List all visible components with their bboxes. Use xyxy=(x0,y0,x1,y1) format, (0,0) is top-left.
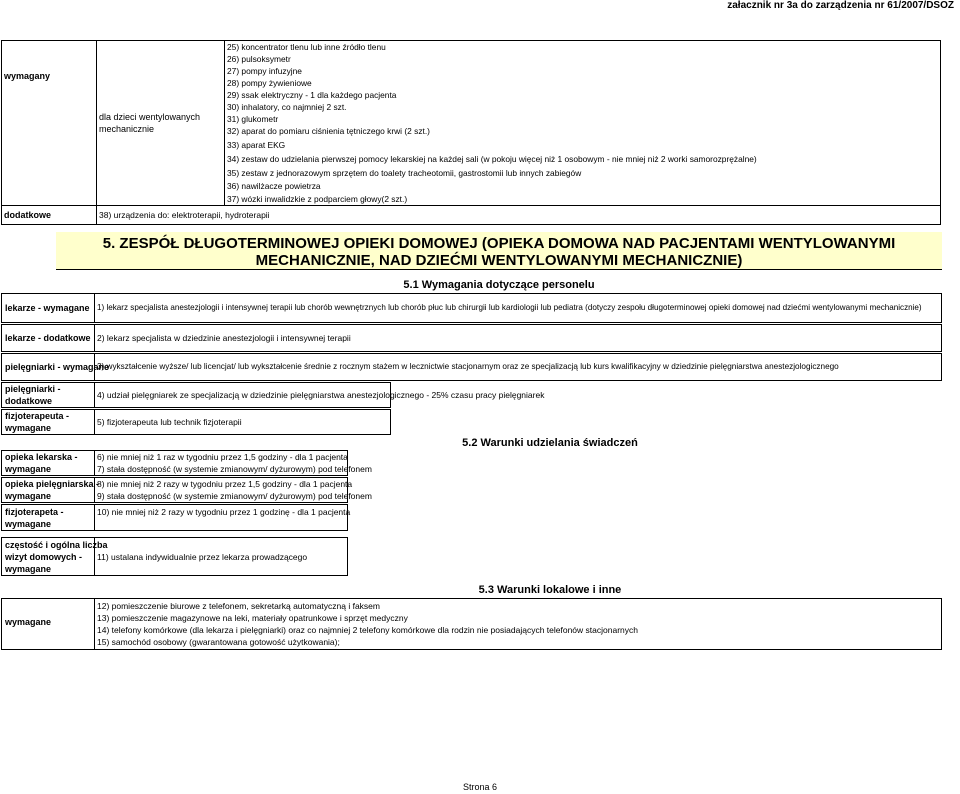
row-label-wymagany: wymagany xyxy=(2,41,97,206)
list-item: 35) zestaw z jednorazowym sprzętem do toalety tracheotomii, gastrostomii lub innych zabiegów xyxy=(227,168,582,178)
list-item: 37) wózki inwalidzkie z podparciem głowy(2 szt.) xyxy=(227,194,408,204)
row-label: wymagane xyxy=(5,491,52,501)
row-text: 10) nie mniej niż 2 razy w tygodniu przez 1 godzinę - dla 1 pacjenta xyxy=(97,507,351,517)
row-text: 5) fizjoterapeuta lub technik fizjoterapii xyxy=(97,417,242,427)
row-label: fizjoterapeuta - xyxy=(5,411,70,421)
equipment-table xyxy=(1,40,941,225)
table-row xyxy=(2,206,941,225)
list-item: 27) pompy infuzyjne xyxy=(227,66,302,76)
list-item: 14) telefony komórkowe (dla lekarza i pielęgniarki) oraz co najmniej 2 telefony komórkowe dla rodzin nie posiadających telefonów stacjonarnych xyxy=(97,625,638,635)
row-text: 4) udział pielęgniarek ze specjalizacją w dziedzinie pielęgniarstwa anestezjologicznego - 25% czasu pracy pielęgniarek xyxy=(97,390,545,400)
row-text: 38) urządzenia do: elektroterapii, hydroterapii xyxy=(97,206,941,225)
row-label: lekarze - dodatkowe xyxy=(5,333,91,343)
list-item: 26) pulsoksymetr xyxy=(227,54,291,64)
row-label: dodatkowe xyxy=(5,396,53,406)
row-text: 11) ustalana indywidualnie przez lekarza prowadzącego xyxy=(97,552,308,562)
row-text: 1) lekarz specjalista anestezjologii i intensywnej terapii lub chorób wewnętrznych lub chorób płuc lub chirurgii lub kardiologii lub pediatra (dotyczy zespołu długoterminowej opieki domowej nad dziećmi wentylowanymi mechanicznie) xyxy=(97,303,922,312)
divider xyxy=(94,504,95,531)
row-label: opieka pielęgniarska - xyxy=(5,479,100,489)
page-header: załacznik nr 3a do zarządzenia nr 61/2007/DSOZ xyxy=(727,0,954,11)
row-label: fizjoterapeta - xyxy=(5,507,64,517)
list-item: 31) glukometr xyxy=(227,114,279,124)
section-title-band xyxy=(56,232,942,270)
row-label: wymagane xyxy=(5,519,52,529)
row-text: 9) stała dostępność (w systemie zmianowym/ dyżurowym) pod telefonem xyxy=(97,491,372,501)
subsection-title: 5.1 Wymagania dotyczące personelu xyxy=(403,279,595,291)
equipment-list xyxy=(225,41,941,206)
row-label: wymagane xyxy=(5,423,52,433)
list-item: 12) pomieszczenie biurowe z telefonem, sekretarką automatyczną i faksem xyxy=(97,601,380,611)
row-label: pielęgniarki - wymagane xyxy=(5,362,110,372)
list-item: 33) aparat EKG xyxy=(227,140,286,150)
divider xyxy=(94,324,95,352)
divider xyxy=(94,598,95,650)
row-label: opieka lekarska - xyxy=(5,452,78,462)
divider xyxy=(94,293,95,323)
subsection-title: 5.2 Warunki udzielania świadczeń xyxy=(462,437,638,449)
row-text: 6) nie mniej niż 1 raz w tygodniu przez 1,5 godziny - dla 1 pacjenta xyxy=(97,452,348,462)
row-label: lekarze - wymagane xyxy=(5,303,90,313)
list-item: 25) koncentrator tlenu lub inne źródło tlenu xyxy=(227,42,386,52)
row-text: 2) lekarz specjalista w dziedzinie anestezjologii i intensywnej terapii xyxy=(97,333,351,343)
section-title: 5. ZESPÓŁ DŁUGOTERMINOWEJ OPIEKI DOMOWEJ (OPIEKA DOMOWA NAD PACJENTAMI WENTYLOWANYMI MECHANICZNIE, NAD DZIEĆMI WENTYLOWANYMI MECHANICZNIE) xyxy=(102,235,896,269)
row-label: wymagane xyxy=(5,564,52,574)
row-label-dodatkowe: dodatkowe xyxy=(2,206,97,225)
row-label: wymagane xyxy=(5,617,52,627)
list-item: 15) samochód osobowy (gwarantowana gotowość użytkowania); xyxy=(97,637,340,647)
row-text: 8) nie mniej niż 2 razy w tygodniu przez 1,5 godziny - dla 1 pacjenta xyxy=(97,479,353,489)
list-item: 36) nawilżacze powietrza xyxy=(227,181,321,191)
divider xyxy=(94,382,95,408)
list-item: 32) aparat do pomiaru ciśnienia tętniczego krwi (2 szt.) xyxy=(227,126,430,136)
table-row xyxy=(2,41,941,206)
group-label: dla dzieci wentylowanych mechanicznie xyxy=(97,41,225,206)
list-item: 34) zestaw do udzielania pierwszej pomocy lekarskiej na każdej sali (w pokoju więcej niż 1 osobowym - nie mniej niż 2 worki samorozprężalne) xyxy=(227,154,757,164)
divider xyxy=(94,409,95,435)
list-item: 28) pompy żywieniowe xyxy=(227,78,312,88)
divider xyxy=(94,450,95,476)
row-label: częstość i ogólna liczba xyxy=(5,540,108,550)
page-number: Strona 6 xyxy=(462,782,498,792)
row-label: wizyt domowych - xyxy=(5,552,83,562)
row-label: wymagane xyxy=(5,464,52,474)
list-item: 13) pomieszczenie magazynowe na leki, materiały opatrunkowe i sprzęt medyczny xyxy=(97,613,408,623)
list-item: 30) inhalatory, co najmniej 2 szt. xyxy=(227,102,347,112)
row-label: pielęgniarki - xyxy=(5,384,61,394)
row-text: 3) wykształcenie wyższe/ lub licencjat/ lub wykształcenie średnie z rocznym stażem w lecznictwie stacjonarnym oraz ze specjalizacją lub kurs kwalifikacyjny w dziedzinie pielęgniarstwa anestezjologicznego xyxy=(97,362,839,371)
list-item: 29) ssak elektryczny - 1 dla każdego pacjenta xyxy=(227,90,397,100)
subsection-title: 5.3 Warunki lokalowe i inne xyxy=(478,584,622,596)
row-text: 7) stała dostępność (w systemie zmianowym/ dyżurowym) pod telefonem xyxy=(97,464,372,474)
